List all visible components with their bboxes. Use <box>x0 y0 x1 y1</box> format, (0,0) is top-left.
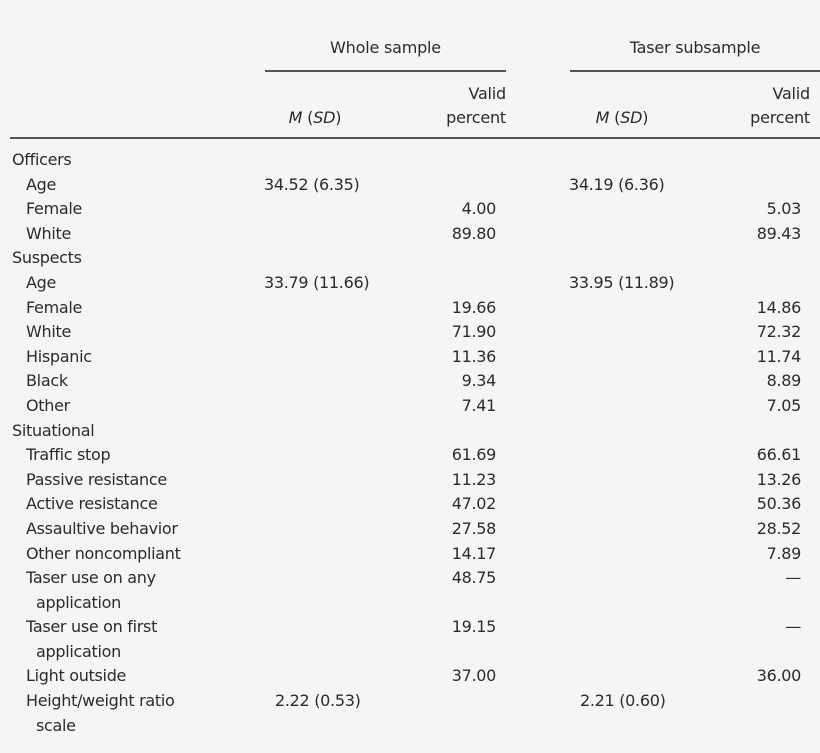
whole-valid-percent-cell: 19.15 <box>451 617 496 637</box>
row-label <box>26 271 56 296</box>
taser-valid-percent-cell: 28.52 <box>756 518 801 538</box>
row-label-text: Passive resistance <box>26 469 167 489</box>
taser-valid-percent-cell: 66.61 <box>756 445 801 465</box>
whole-valid-percent-cell: 47.02 <box>451 494 496 514</box>
taser-valid-percent-cell: 13.26 <box>756 469 801 489</box>
taser-valid-percent-cell: — <box>785 617 801 637</box>
row-label-text: Female <box>26 199 83 219</box>
row-label-continuation: application <box>36 641 121 661</box>
row-label-text: Hispanic <box>26 346 92 366</box>
table-row <box>0 271 820 296</box>
row-label-text: Other noncompliant <box>26 543 181 563</box>
row-label-text: Traffic stop <box>26 445 111 465</box>
row-label <box>26 345 92 370</box>
group-header-taser-subsample: Taser subsample <box>629 38 761 57</box>
col-header-taser-m-sd: M (SD) <box>595 108 649 127</box>
group-header-whole-sample: Whole sample <box>330 38 441 57</box>
whole-m-sd-cell: 34.52 (6.35) <box>264 174 360 194</box>
taser-m-sd-cell: 34.19 (6.36) <box>569 174 665 194</box>
row-label-text: Assaultive behavior <box>26 518 178 538</box>
whole-valid-percent-cell: 4.00 <box>461 199 496 219</box>
whole-m-sd-cell: 2.22 (0.53) <box>275 691 361 711</box>
whole-m-sd-cell: 33.79 (11.66) <box>264 272 370 292</box>
taser-valid-percent-cell: 8.89 <box>766 371 801 391</box>
row-label <box>12 148 71 173</box>
row-label-text: Light outside <box>26 666 127 686</box>
taser-valid-percent-cell: 50.36 <box>756 494 801 514</box>
table-row <box>0 394 820 419</box>
table-row <box>0 222 820 247</box>
whole-valid-percent-cell: 71.90 <box>451 322 496 342</box>
table-row <box>0 296 820 321</box>
row-label <box>26 369 68 394</box>
table-row <box>0 517 820 542</box>
row-label <box>26 222 71 247</box>
taser-valid-percent-cell: 7.89 <box>766 543 801 563</box>
taser-m-sd-cell: 33.95 (11.89) <box>569 272 675 292</box>
row-label-text: Other <box>26 395 70 415</box>
row-label-text: Height/weight ratio <box>26 691 175 711</box>
whole-valid-percent-cell: 27.58 <box>451 518 496 538</box>
table-row <box>0 345 820 370</box>
group-rule-whole-sample <box>265 70 506 72</box>
whole-valid-percent-cell: 11.23 <box>451 469 496 489</box>
row-label <box>12 419 94 444</box>
valid-label: Valid <box>468 84 506 103</box>
row-label-text: Active resistance <box>26 494 158 514</box>
whole-valid-percent-cell: 48.75 <box>451 568 496 588</box>
col-header-whole-valid-percent <box>406 82 506 130</box>
taser-valid-percent-cell: — <box>785 568 801 588</box>
row-label <box>26 443 110 468</box>
table-row <box>0 542 820 567</box>
row-label-text: White <box>26 223 72 243</box>
section-header-row <box>0 419 820 444</box>
row-label-text: White <box>26 322 72 342</box>
table-row <box>0 664 820 689</box>
header-rule <box>10 137 820 139</box>
group-rule-taser-subsample <box>570 70 820 72</box>
table-row <box>0 566 820 615</box>
taser-m-sd-cell: 2.21 (0.60) <box>580 691 666 711</box>
row-label-continuation: scale <box>36 715 76 735</box>
row-label-continuation: application <box>36 592 121 612</box>
row-label <box>26 173 56 198</box>
table-row <box>0 468 820 493</box>
valid-label: Valid <box>772 84 810 103</box>
row-label-text: Female <box>26 297 83 317</box>
row-label-text: Taser use on any <box>26 568 156 588</box>
row-label <box>26 468 167 493</box>
row-label-text: Black <box>26 371 68 391</box>
table-row <box>0 443 820 468</box>
row-label <box>26 296 82 321</box>
section-header-row <box>0 246 820 271</box>
col-header-taser-valid-percent <box>710 82 810 130</box>
sd-label: SD <box>620 108 643 127</box>
table-row <box>0 320 820 345</box>
row-label <box>26 664 126 689</box>
whole-valid-percent-cell: 89.80 <box>451 223 496 243</box>
sd-label: SD <box>313 108 336 127</box>
row-label-text: Officers <box>12 150 72 169</box>
row-label <box>26 320 71 345</box>
row-label <box>26 394 70 419</box>
row-label-text: Taser use on first <box>26 617 158 637</box>
whole-valid-percent-cell: 14.17 <box>451 543 496 563</box>
section-header-row <box>0 148 820 173</box>
row-label-text: Suspects <box>12 248 82 268</box>
table-row <box>0 492 820 517</box>
table-row <box>0 615 820 664</box>
row-label <box>26 566 156 615</box>
table-row <box>0 689 820 738</box>
row-label <box>26 197 82 222</box>
taser-valid-percent-cell: 14.86 <box>756 297 801 317</box>
row-label <box>26 542 181 567</box>
m-label: M <box>288 108 303 127</box>
whole-valid-percent-cell: 11.36 <box>451 346 496 366</box>
taser-valid-percent-cell: 11.74 <box>756 346 801 366</box>
whole-valid-percent-cell: 7.41 <box>461 395 496 415</box>
row-label <box>26 492 158 517</box>
whole-valid-percent-cell: 37.00 <box>451 666 496 686</box>
taser-valid-percent-cell: 36.00 <box>756 666 801 686</box>
whole-valid-percent-cell: 9.34 <box>461 371 496 391</box>
m-label: M <box>595 108 610 127</box>
taser-valid-percent-cell: 7.05 <box>766 395 801 415</box>
whole-valid-percent-cell: 61.69 <box>451 445 496 465</box>
whole-valid-percent-cell: 19.66 <box>451 297 496 317</box>
table-body <box>0 148 820 738</box>
row-label-text: Situational <box>12 420 95 440</box>
taser-valid-percent-cell: 5.03 <box>766 199 801 219</box>
row-label <box>26 517 178 542</box>
row-label <box>26 615 157 664</box>
table-row <box>0 197 820 222</box>
taser-valid-percent-cell: 89.43 <box>756 223 801 243</box>
taser-valid-percent-cell: 72.32 <box>756 322 801 342</box>
percent-label: percent <box>446 108 506 127</box>
row-label <box>12 246 82 271</box>
table-row <box>0 173 820 198</box>
col-header-whole-m-sd: M (SD) <box>288 108 342 127</box>
percent-label: percent <box>750 108 810 127</box>
table-row <box>0 369 820 394</box>
row-label <box>26 689 175 738</box>
row-label-text: Age <box>26 174 57 194</box>
row-label-text: Age <box>26 272 57 292</box>
